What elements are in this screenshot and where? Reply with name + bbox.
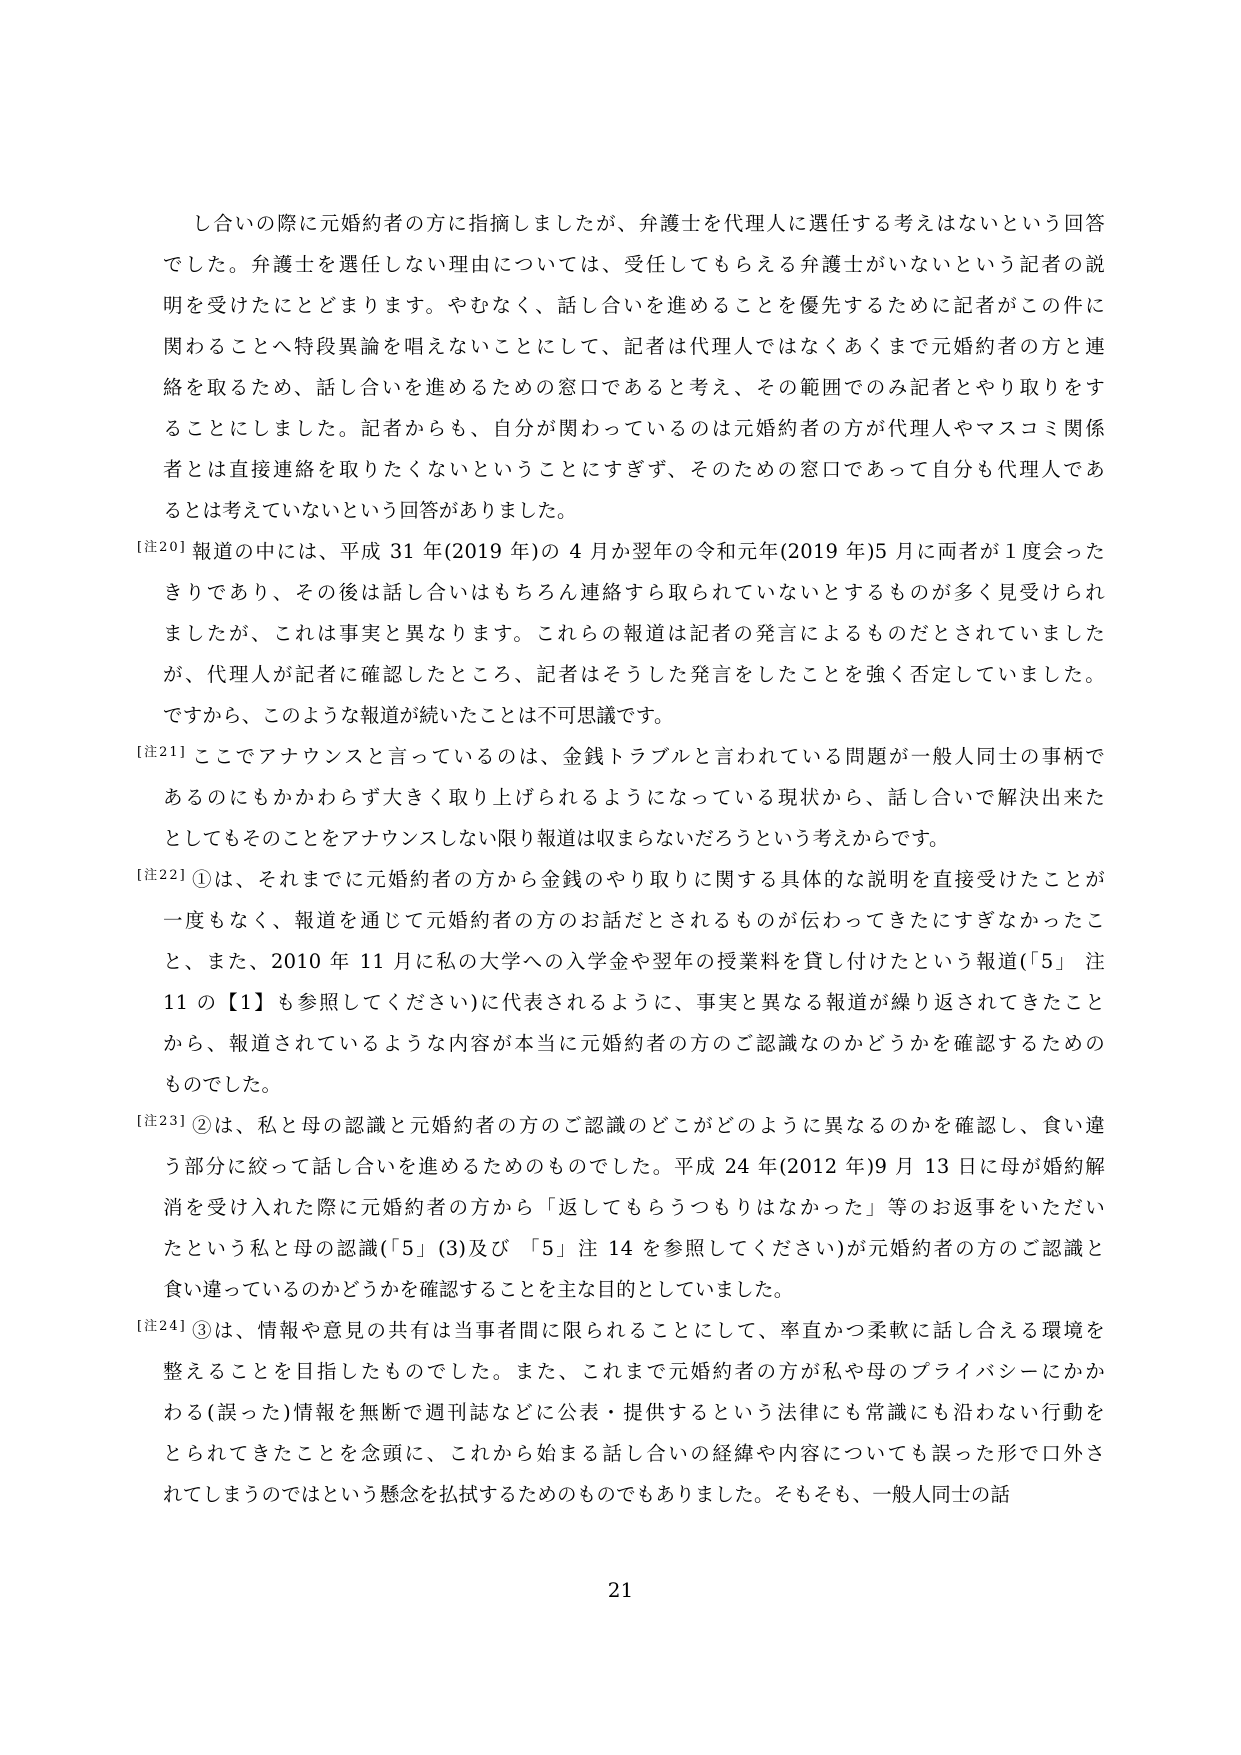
text-line: としてもそのことをアナウンスしない限り報道は収まらないだろうという考えからです。: [163, 827, 949, 850]
text-line: ものでした。: [163, 1073, 282, 1096]
text-line: 一度もなく、報道を通じて元婚約者の方のお話だとされるものが伝わってきたにすぎなかったこ: [163, 909, 1105, 932]
footnote-marker: [注24]: [137, 1319, 187, 1334]
footnote-marker: [注20]: [137, 540, 187, 555]
text-line: ですから、このような報道が続いたことは不可思議です。: [163, 704, 674, 727]
footnote-marker: [注21]: [137, 745, 187, 760]
footnote-paragraph: [137, 1105, 1105, 1310]
text-line: [注20] 報道の中には、平成 31 年(2019 年)の 4 月か翌年の令和元年(2019 年)5 月に両者が１度会った: [192, 531, 1105, 572]
footnote-marker: [注22]: [137, 868, 187, 883]
text-line: が、代理人が記者に確認したところ、記者はそうした発言をしたことを強く否定していました。: [163, 663, 1105, 686]
continuation-paragraph: [163, 203, 1105, 531]
text-line: あるのにもかかわらず大きく取り上げられるようになっている現状から、話し合いで解決出来た: [163, 786, 1105, 809]
text-line: とられてきたことを念頭に、これから始まる話し合いの経緯や内容についても誤った形で口外さ: [163, 1442, 1105, 1465]
text-line: から、報道されているような内容が本当に元婚約者の方のご認識なのかどうかを確認するための: [163, 1032, 1105, 1055]
footnote-paragraph: [137, 531, 1105, 736]
text-line: わる(誤った)情報を無断で週刊誌などに公表・提供するという法律にも常識にも沿わない行動を: [163, 1401, 1105, 1424]
text-line: ましたが、これは事実と異なります。これらの報道は記者の発言によるものだとされていました: [163, 622, 1105, 645]
text-line: 者とは直接連絡を取りたくないということにすぎず、そのための窓口であって自分も代理人であ: [163, 458, 1105, 481]
text-line: [注23] ②は、私と母の認識と元婚約者の方のご認識のどこがどのように異なるのかを確認し、食い違: [192, 1105, 1105, 1146]
text-line: ることにしました。記者からも、自分が関わっているのは元婚約者の方が代理人やマスコミ関係: [163, 417, 1105, 440]
text-line: れてしまうのではという懸念を払拭するためのものでもありました。そもそも、一般人同士の話: [163, 1483, 1011, 1506]
text-line: 絡を取るため、話し合いを進めるための窓口であると考え、その範囲でのみ記者とやり取りをす: [163, 376, 1105, 399]
footnote-paragraph: [137, 1310, 1105, 1515]
text-line: たという私と母の認識(「5」(3)及び 「5」注 14 を参照してください)が元婚約者の方のご認識と: [163, 1237, 1105, 1260]
text-line: し合いの際に元婚約者の方に指摘しましたが、弁護士を代理人に選任する考えはないという回答: [192, 212, 1105, 235]
text-line: でした。弁護士を選任しない理由については、受任してもらえる弁護士がいないという記者の説: [163, 253, 1105, 276]
text-line: るとは考えていないという回答がありました。: [163, 499, 577, 522]
text-line: [注24] ③は、情報や意見の共有は当事者間に限られることにして、率直かつ柔軟に話し合える環境を: [192, 1310, 1105, 1351]
footnote-paragraph: [137, 736, 1105, 859]
text-line: 整えることを目指したものでした。また、これまで元婚約者の方が私や母のプライバシーにかか: [163, 1360, 1105, 1383]
footnote-paragraph: [137, 859, 1105, 1105]
text-line: 消を受け入れた際に元婚約者の方から「返してもらうつもりはなかった」等のお返事をいただい: [163, 1196, 1105, 1219]
text-body: [137, 203, 1105, 1515]
text-line: 関わることへ特段異論を唱えないことにして、記者は代理人ではなくあくまで元婚約者の方と連: [163, 335, 1105, 358]
text-line: 11 の【1】も参照してください)に代表されるように、事実と異なる報道が繰り返されてきたこと: [163, 991, 1105, 1014]
text-line: 明を受けたにとどまります。やむなく、話し合いを進めることを優先するために記者がこの件に: [163, 294, 1105, 317]
text-line: [注21] ここでアナウンスと言っているのは、金銭トラブルと言われている問題が一般人同士の事柄で: [192, 736, 1105, 777]
page-number: 21: [607, 1578, 634, 1602]
text-line: と、また、2010 年 11 月に私の大学への入学金や翌年の授業料を貸し付けたという報道(「5」 注: [163, 950, 1105, 973]
footnote-marker: [注23]: [137, 1114, 187, 1129]
text-line: 食い違っているのかどうかを確認することを主な目的としていました。: [163, 1278, 794, 1301]
text-line: [注22] ①は、それまでに元婚約者の方から金銭のやり取りに関する具体的な説明を直接受けたことが: [192, 859, 1105, 900]
text-line: う部分に絞って話し合いを進めるためのものでした。平成 24 年(2012 年)9 月 13 日に母が婚約解: [163, 1155, 1105, 1178]
text-line: きりであり、その後は話し合いはもちろん連絡すら取られていないとするものが多く見受けられ: [163, 581, 1105, 604]
